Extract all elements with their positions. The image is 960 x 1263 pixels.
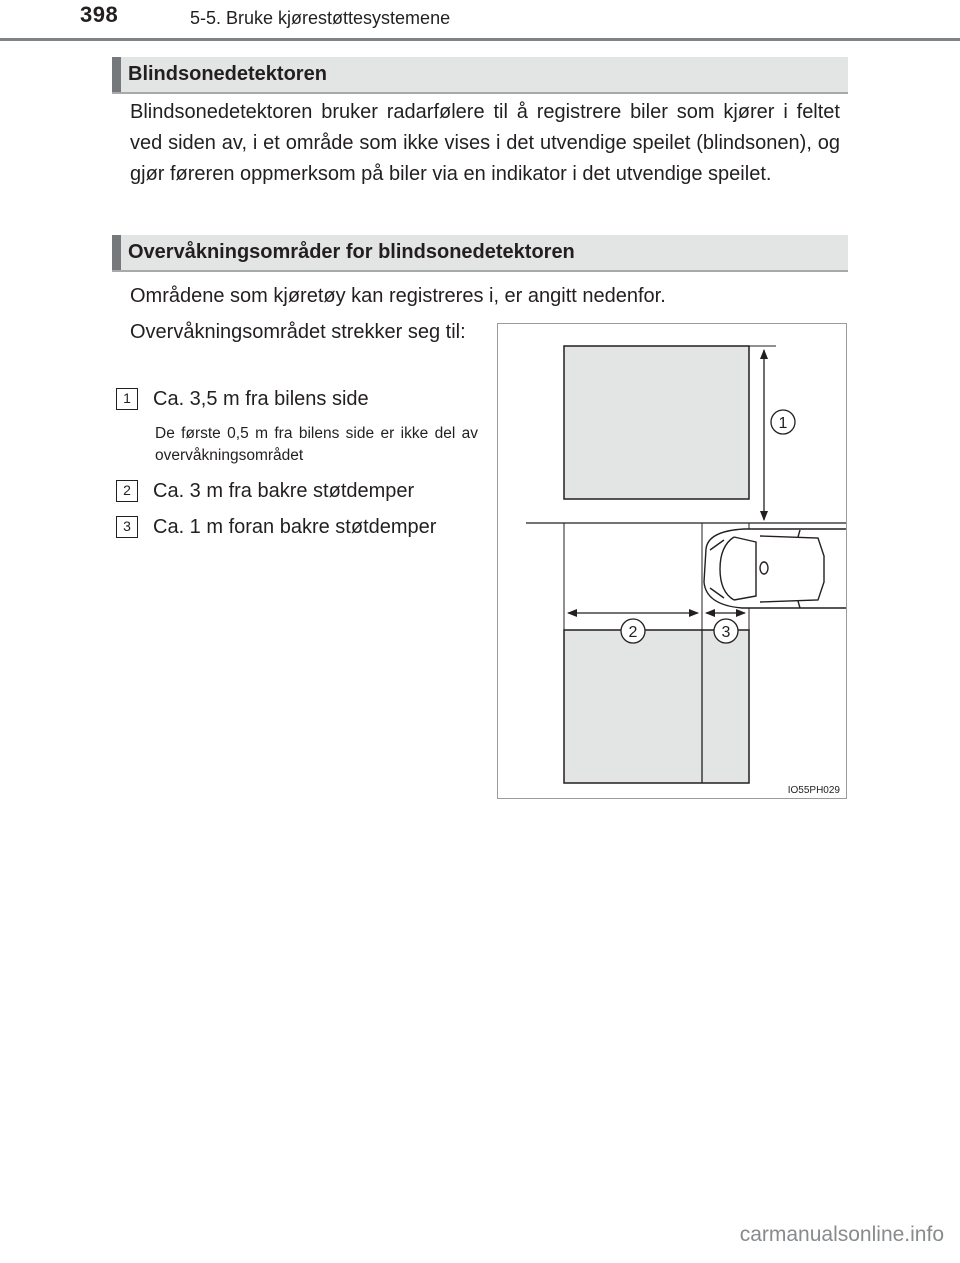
item-1-note: De første 0,5 m fra bilens side er ikke del av overvåkningsområdet [155, 425, 478, 464]
svg-text:2: 2 [628, 624, 638, 641]
list-item-3 [116, 514, 486, 540]
svg-text:3: 3 [721, 624, 731, 641]
monitoring-area-diagram [497, 323, 847, 799]
monitoring-lead: Overvåkningsområdet strekker seg til: [130, 321, 466, 343]
section-heading-blind-spot [112, 57, 848, 94]
chapter-title: 5-5. Bruke kjørestøttesystemene [190, 8, 451, 28]
section-accent [112, 57, 121, 92]
figure-code: IO55PH029 [787, 785, 840, 796]
watermark: carmanualsonline.info [739, 1223, 944, 1246]
callout-3 [714, 619, 738, 643]
intro-paragraph: Blindsonedetektoren bruker radarfølere til å registrere biler som kjører i feltet ved siden av, i et område som ikke vises i det utvendige speilet (blindsonen), og gjør føreren oppmerksom på biler via en indikator i det utvendige speilet. [130, 101, 840, 185]
callout-badge: 3 [116, 516, 138, 538]
list-item-text: Ca. 3 m fra bakre støtdemper [153, 480, 415, 502]
callout-badge: 1 [116, 388, 138, 410]
areas-intro: Områdene som kjøretøy kan registreres i, er angitt nedenfor. [130, 285, 666, 307]
header-rule [0, 38, 960, 41]
list-item-2 [116, 478, 486, 504]
page-number: 398 [80, 2, 119, 27]
car-icon [704, 529, 847, 608]
list-item-1 [116, 386, 486, 412]
rear-zone [564, 630, 749, 783]
callout-1 [771, 410, 795, 434]
diagram-svg [498, 324, 847, 799]
list-item-text: Ca. 3,5 m fra bilens side [153, 388, 369, 410]
callout-badge: 2 [116, 480, 138, 502]
section-heading-monitoring-areas [112, 235, 848, 272]
side-zone [564, 346, 749, 499]
section-accent [112, 235, 121, 270]
callout-2 [621, 619, 645, 643]
list-item-text: Ca. 1 m foran bakre støtdemper [153, 516, 437, 538]
section-heading-label: Blindsonedetektoren [128, 63, 327, 85]
svg-text:1: 1 [778, 415, 788, 432]
section-heading-label: Overvåkningsområder for blindsonedetektoren [128, 241, 575, 263]
